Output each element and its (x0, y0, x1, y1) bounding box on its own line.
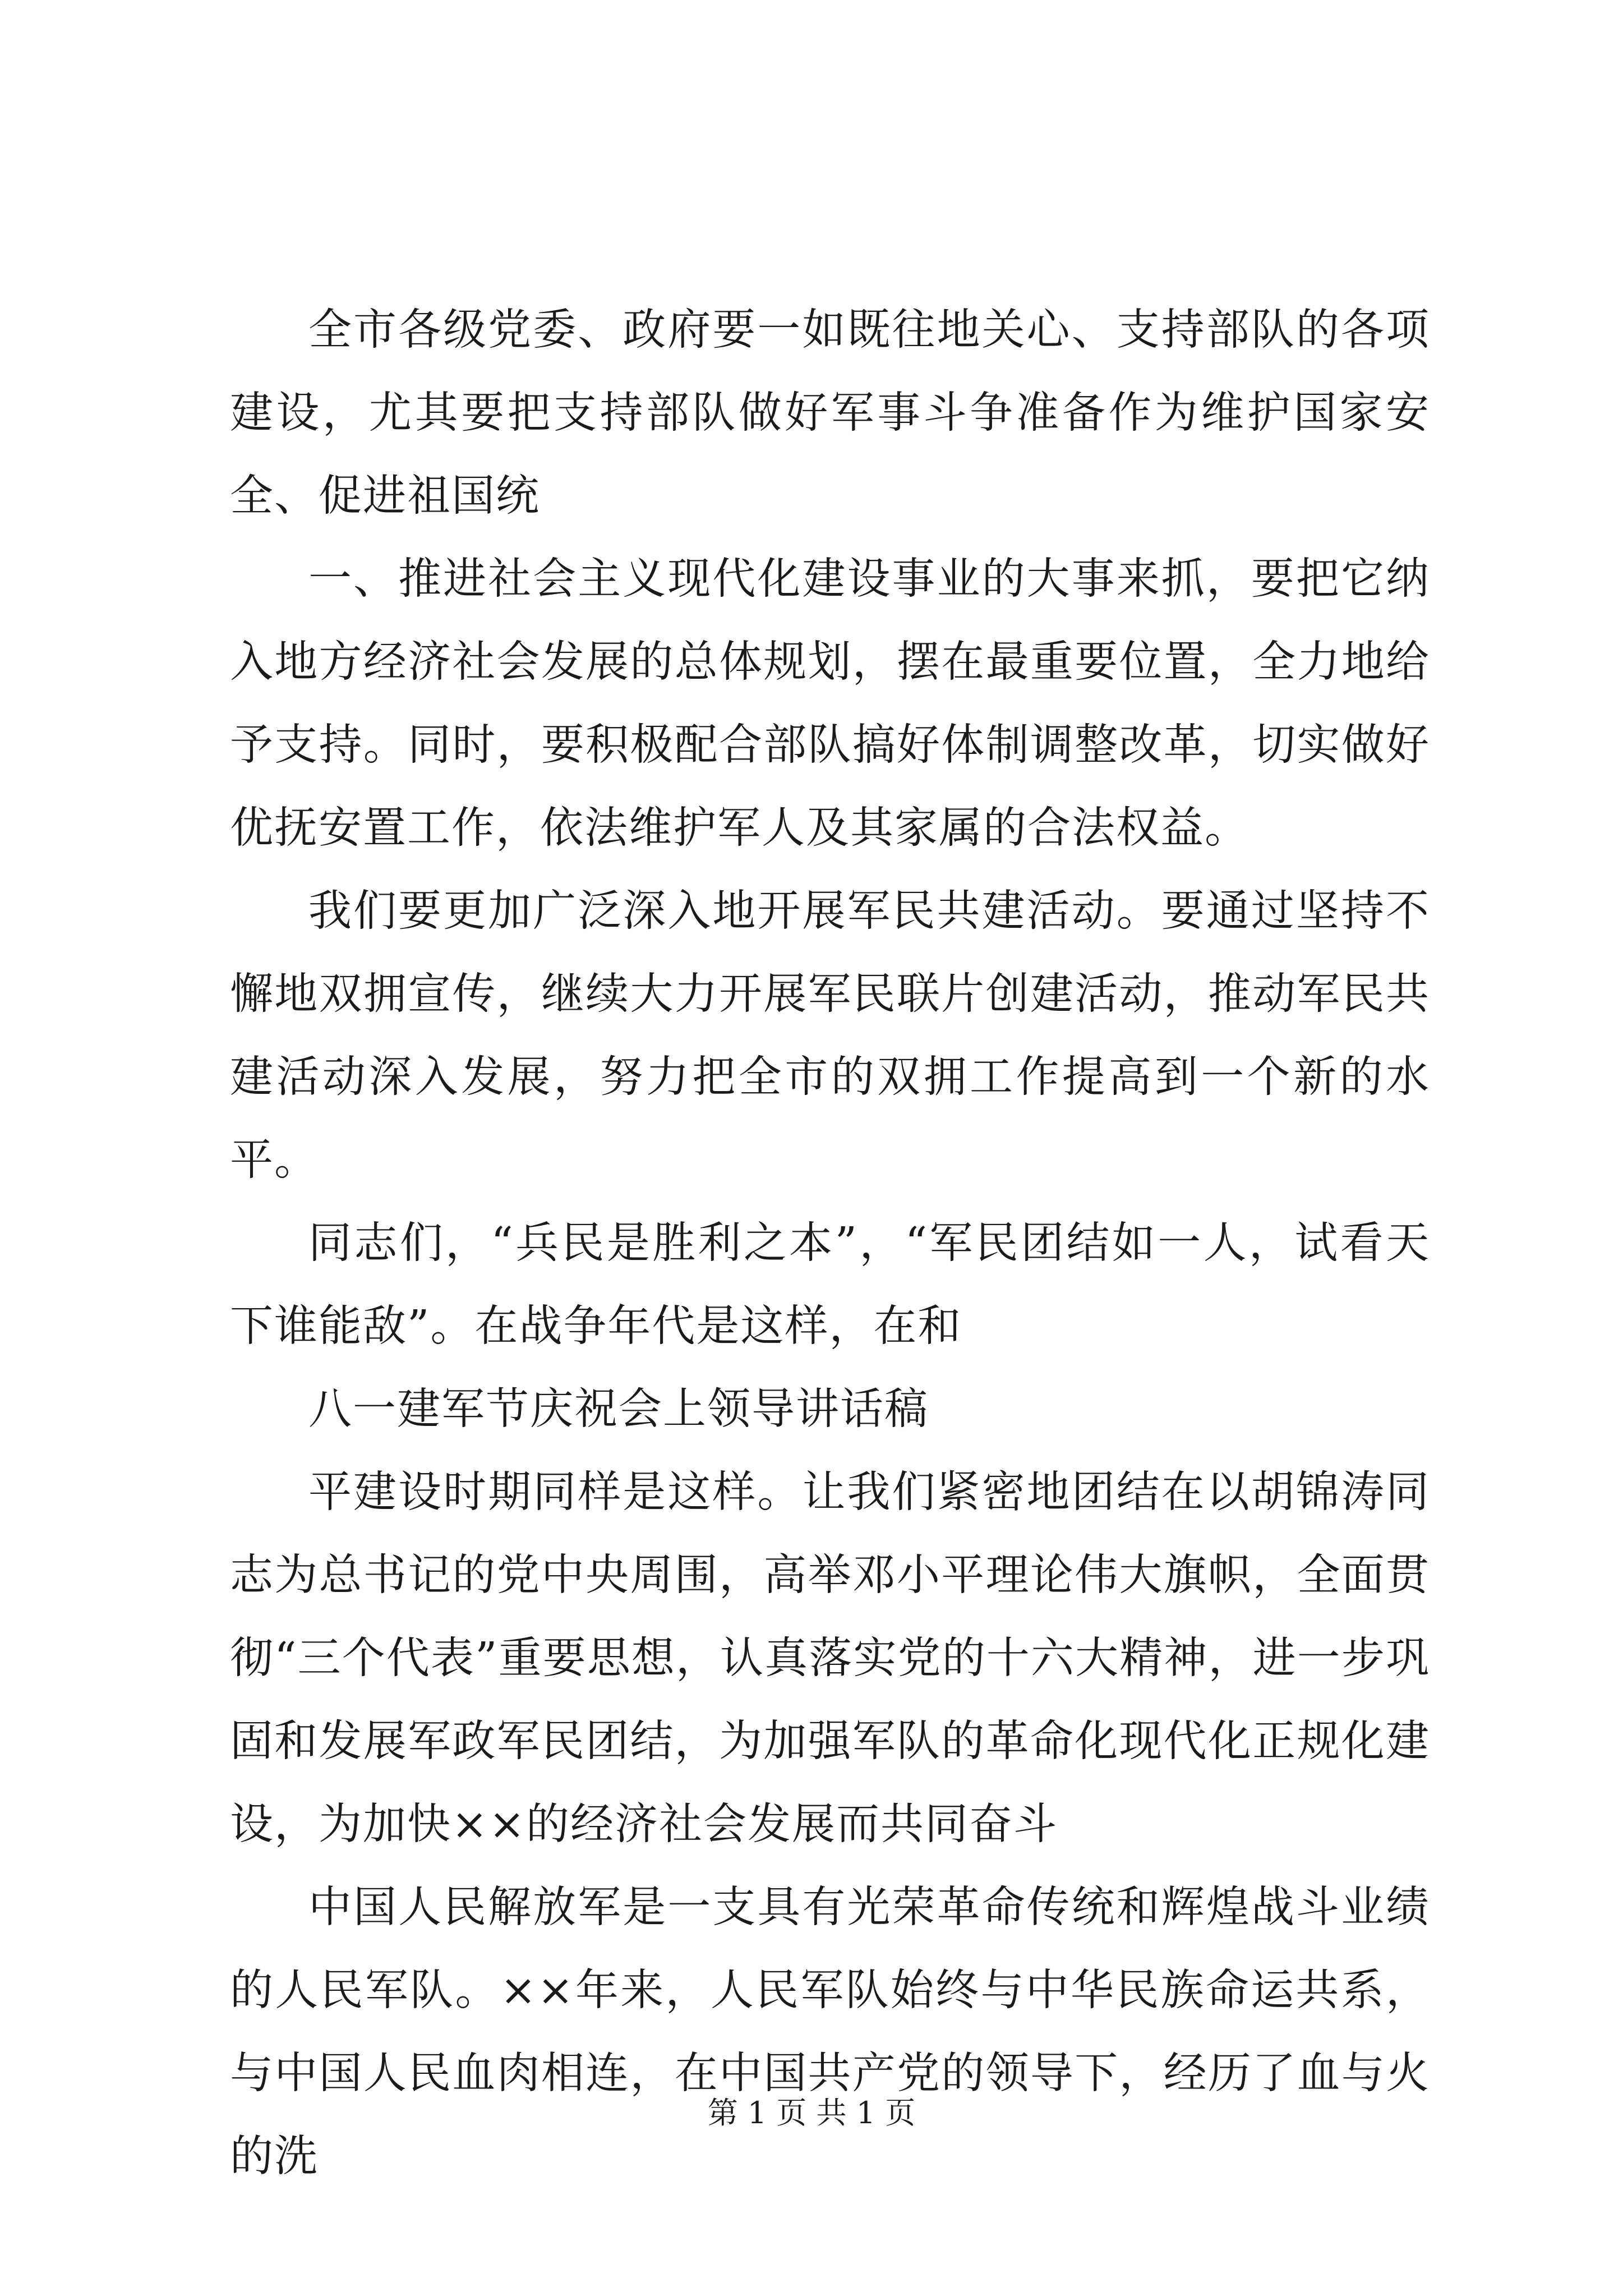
paragraph: 一、推进社会主义现代化建设事业的大事来抓，要把它纳入地方经济社会发展的总体规划，摆在最重要位置，全力地给予支持。同时，要积极配合部队搞好体制调整改革，切实做好优抚安置工作，依法维护军人及其家属的合法权益。 (230, 554, 1430, 853)
paragraph: 全市各级党委、政府要一如既往地关心、支持部队的各项建设，尤其要把支持部队做好军事斗争准备作为维护国家安全、促进祖国统 (230, 305, 1430, 521)
paragraph-title: 八一建军节庆祝会上领导讲话稿 (308, 1384, 929, 1434)
paragraph: 中国人民解放军是一支具有光荣革命传统和辉煌战斗业绩的人民军队。××年来，人民军队始终与中华民族命运共系，与中国人民血肉相连，在中国共产党的领导下，经历了血与火的洗 (230, 1883, 1430, 2182)
document-body (230, 289, 1430, 2198)
paragraph: 平建设时期同样是这样。让我们紧密地团结在以胡锦涛同志为总书记的党中央周围，高举邓小平理论伟大旗帜，全面贯彻“三个代表”重要思想，认真落实党的十六大精神，进一步巩固和发展军政军民团结，为加强军队的革命化现代化正规化建设，为加快××的经济社会发展而共同奋斗 (230, 1467, 1430, 1849)
paragraph: 同志们，“兵民是胜利之本”，“军民团结如一人，试看天下谁能敌”。在战争年代是这样，在和 (230, 1218, 1430, 1351)
paragraph: 我们要更加广泛深入地开展军民共建活动。要通过坚持不懈地双拥宣传，继续大力开展军民联片创建活动，推动军民共建活动深入发展，努力把全市的双拥工作提高到一个新的水平。 (230, 886, 1430, 1185)
page-footer: 第 1 页 共 1 页 (707, 2095, 916, 2131)
